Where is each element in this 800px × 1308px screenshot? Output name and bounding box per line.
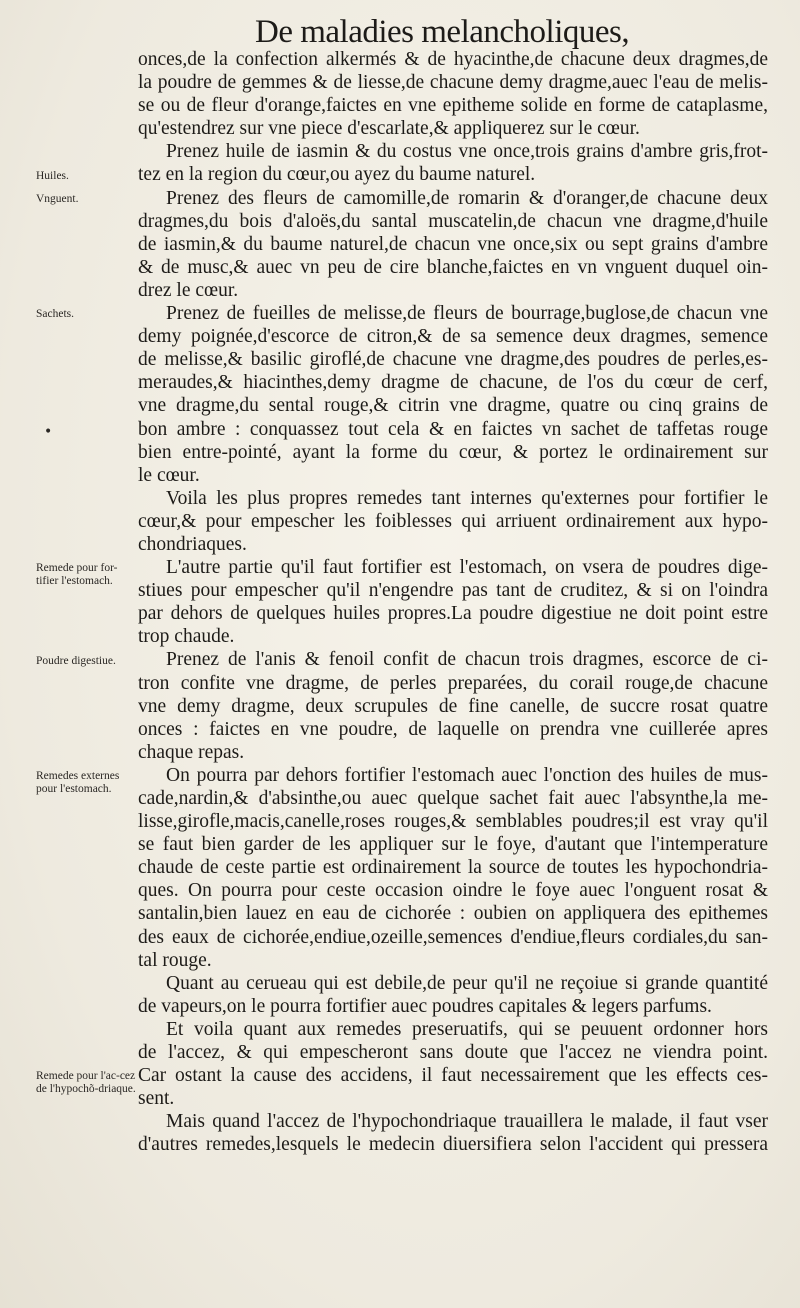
text-line: vne demy dragme, deux scrupules de fine canelle, de succre rosat quatre xyxy=(138,695,768,717)
text-line: se ou de fleur d'orange,faictes en vne epitheme solide en forme de cataplasme, xyxy=(138,95,768,117)
page-body xyxy=(138,48,768,1157)
text-line: se faut bien garder de les appliquer sur le foye, d'autant que l'intemperature xyxy=(138,834,768,856)
text-line: & de musc,& auec vn peu de cire blanche,faictes en vn vnguent duquel oin- xyxy=(138,256,768,278)
text-line: lisse,girofle,macis,canelle,roses rouges,& semblables poudres;il est vray qu'il xyxy=(138,811,768,833)
text-line: Mais quand l'accez de l'hypochondriaque trauaillera le malade, il faut vser xyxy=(166,1111,768,1133)
margin-note-sachets: Sachets. xyxy=(36,308,75,321)
text-line: chaude de ceste partie est ordinairement la source de toutes les hypochondria- xyxy=(138,857,768,879)
text-line: meraudes,& hiacinthes,demy dragme de chacune, de l'os du cœur de cerf, xyxy=(138,372,768,394)
text-line: onces : faictes en vne poudre, de laquelle on prendra vne cuillerée apres xyxy=(138,718,768,740)
text-line: par dehors de quelques huiles propres.La poudre digestiue ne doit point estre xyxy=(138,603,768,625)
text-line: ques. On pourra pour ceste occasion oindre le foye auec l'onguent rosat & xyxy=(138,880,768,902)
margin-note-remedes-externes: Remedes externes pour l'estomach. xyxy=(36,770,120,796)
text-line: L'autre partie qu'il faut fortifier est l'estomach, on vsera de poudres dige- xyxy=(166,557,768,579)
text-line: On pourra par dehors fortifier l'estomach auec l'onction des huiles de mus- xyxy=(166,764,768,786)
text-line: santalin,bien lauez en eau de cichorée : oubien on appliquera des epithemes xyxy=(138,903,768,925)
margin-note-huiles: Huiles. xyxy=(36,169,69,182)
text-line: Prenez de l'anis & fenoil confit de chacun trois dragmes, escorce de ci- xyxy=(166,649,768,671)
text-line: de melisse,& basilic giroflé,de chacune vne dragme,des poudres de perles,es- xyxy=(138,349,768,371)
text-line: sent. xyxy=(138,1088,175,1110)
text-line: Et voila quant aux remedes preseruatifs, qui se peuuent ordonner hors xyxy=(166,1018,768,1040)
text-line: d'autres remedes,lesquels le medecin diuersifiera selon l'accident qui pressera xyxy=(138,1134,768,1156)
text-line: vne dragme,du sental rouge,& citrin vne dragme, quatre ou cinq grains de xyxy=(138,395,768,417)
text-line: onces,de la confection alkermés & de hyacinthe,de chacune deux dragmes,de xyxy=(138,49,768,70)
text-line: cade,nardin,& d'absinthe,ou auec quelque sachet fait auec l'absynthe,la me- xyxy=(138,788,768,809)
text-line: dragmes,du bois d'aloës,du santal muscatelin,de chacun vne dragme,d'huile xyxy=(138,210,768,232)
text-line: Voila les plus propres remedes tant internes qu'externes pour fortifier le xyxy=(166,487,768,509)
text-line: Quant au cerueau qui est debile,de peur qu'il ne reçoiue si grande quantité xyxy=(166,972,768,994)
text-line: des eaux de cichorée,endiue,ozeille,semences d'endiue,fleurs cordiales,du san- xyxy=(138,926,768,948)
text-line: Prenez huile de iasmin & du costus vne once,trois grains d'ambre gris,frot- xyxy=(166,141,768,163)
text-line: Car ostant la cause des accidens, il faut necessairement que les effects ces- xyxy=(138,1065,768,1087)
text-line: trop chaude. xyxy=(138,626,235,648)
text-line: drez le cœur. xyxy=(138,279,239,301)
text-line: bon ambre : conquassez tout cela & en faictes vn sachet de taffetas rouge xyxy=(138,418,768,440)
text-line: chondriaques. xyxy=(138,533,247,555)
text-line: tal rouge. xyxy=(138,949,212,971)
running-title: De maladies melancholiques, xyxy=(255,14,630,50)
text-line: Prenez des fleurs de camomille,de romarin & d'oranger,de chacune deux xyxy=(166,187,768,209)
text-line: qu'estendrez sur vne piece d'escarlate,& appliquerez sur le cœur. xyxy=(138,118,640,140)
text-line: Prenez de fueilles de melisse,de fleurs de bourrage,buglose,de chacun vne xyxy=(166,303,768,325)
text-line: demy poignée,d'escorce de citron,& de sa semence deux dragmes, semence xyxy=(138,326,768,348)
text-line: stiues pour empescher qu'il n'engendre pas tant de cruditez, & si on l'oindra xyxy=(138,580,768,602)
margin-note-vnguent: Vnguent. xyxy=(36,192,79,205)
text-line: cœur,& pour empescher les foiblesses qui arriuent ordinairement aux hypo- xyxy=(138,510,768,532)
margin-note-remede-accez: Remede pour l'ac-cez de l'hypochõ-driaque. xyxy=(36,1070,136,1096)
margin-note-remede-fortifier: Remede pour for-tifier l'estomach. xyxy=(36,562,118,588)
text-line: tron confite vne dragme, de perles preparées, du corail rouge,de chacune xyxy=(138,672,768,694)
text-line: de vapeurs,on le pourra fortifier auec poudres capitales & legers parfums. xyxy=(138,995,712,1017)
text-line: tez en la region du cœur,ou ayez du baume naturel. xyxy=(138,164,536,186)
text-line: de iasmin,& du baume naturel,de chacun vne once,six ou sept grains d'ambre xyxy=(138,233,768,255)
text-line: bien entre-pointé, ayant la forme du cœur, & portez le ordinairement sur xyxy=(138,441,768,463)
text-line: la poudre de gemmes & de liesse,de chacune demy dragme,auec l'eau de melis- xyxy=(138,72,768,94)
text-line: de l'accez, & qui empescheront sans doute que l'accez ne viendra point. xyxy=(138,1042,768,1064)
text-line: le cœur. xyxy=(138,464,200,486)
margin-note-poudre-digestiue: Poudre digestiue. xyxy=(36,654,116,667)
margin-note-bullet: • xyxy=(44,423,53,440)
text-line: chaque repas. xyxy=(138,741,245,763)
